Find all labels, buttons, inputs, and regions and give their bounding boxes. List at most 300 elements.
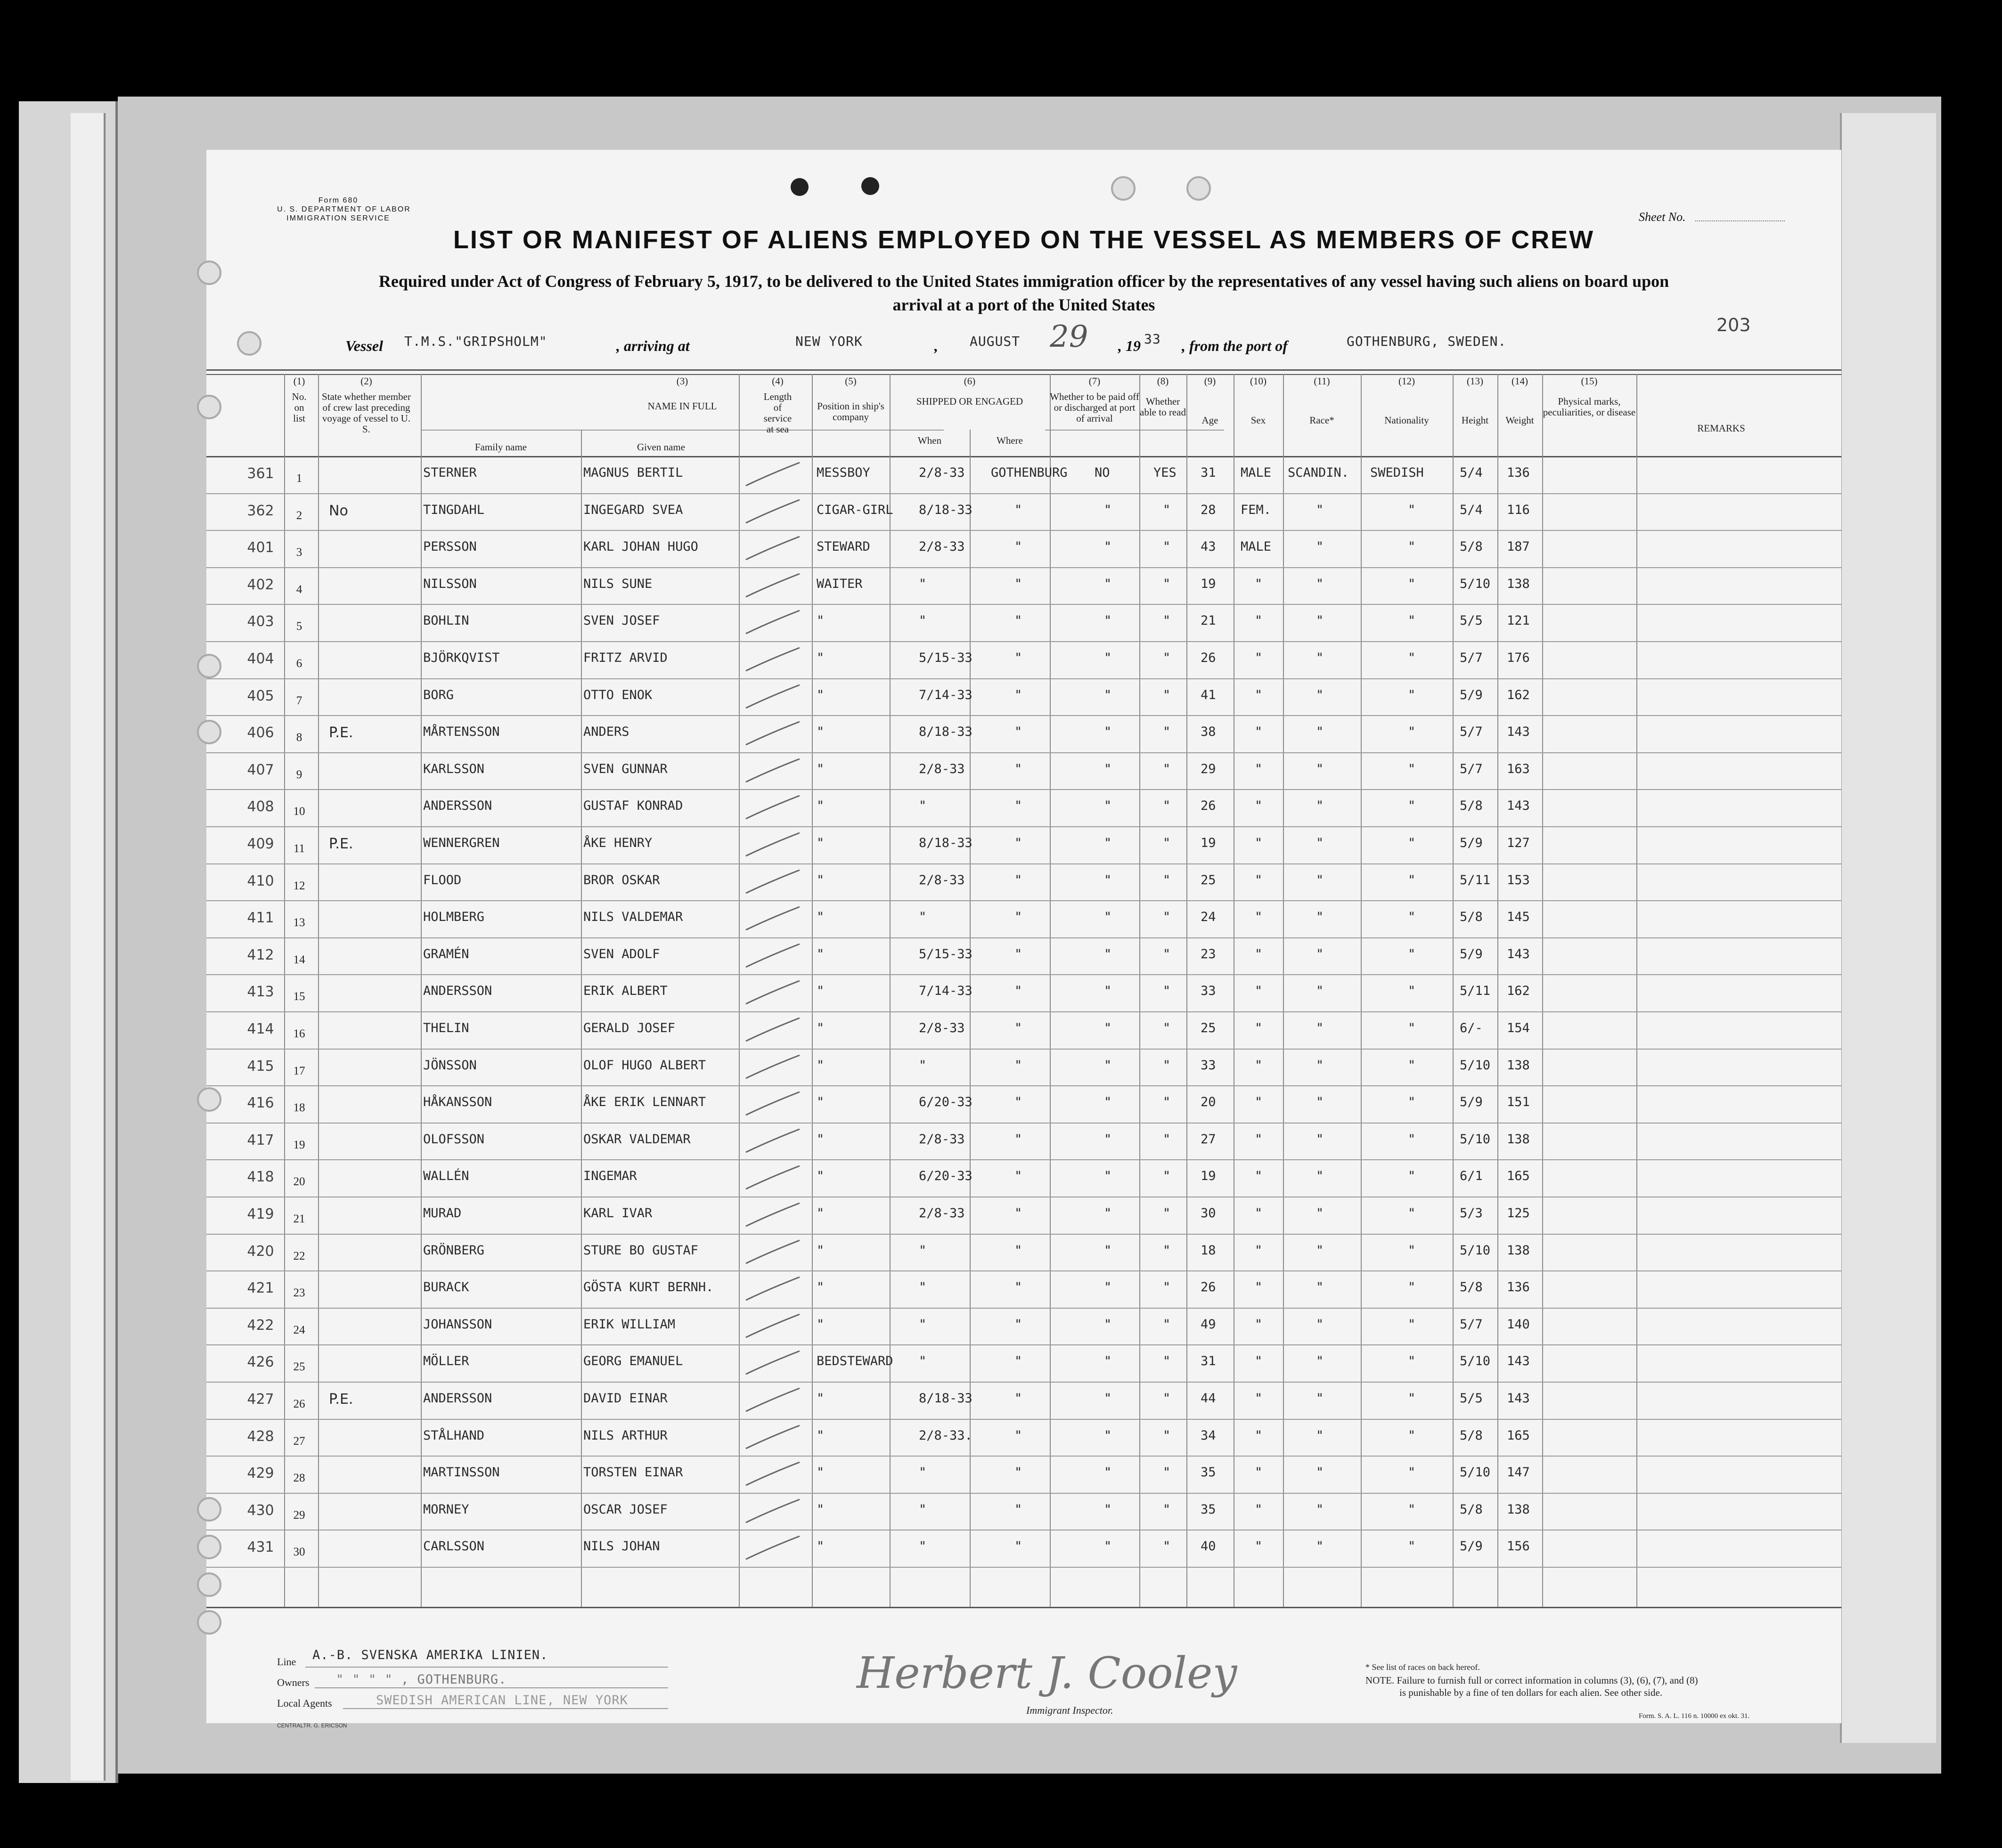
sex: ": [1255, 1206, 1263, 1221]
service-length-tick: [742, 1052, 803, 1081]
nationality: ": [1408, 1132, 1416, 1147]
sex: ": [1255, 798, 1263, 814]
nationality: ": [1408, 539, 1416, 554]
family-name: GRÖNBERG: [423, 1243, 485, 1258]
age: 20: [1201, 1095, 1216, 1110]
position: ": [817, 1095, 825, 1110]
shipped-when: 2/8-33: [919, 1206, 965, 1221]
form-number: Form 680: [318, 196, 359, 204]
height: 5/8: [1460, 539, 1483, 554]
height: 5/8: [1460, 1428, 1483, 1443]
age: 29: [1201, 761, 1216, 776]
race: ": [1316, 946, 1324, 961]
weight: 165: [1507, 1169, 1530, 1184]
sheet-line-number: 429: [247, 1465, 274, 1482]
service-length-tick: [742, 1163, 803, 1191]
shipped-when: ": [919, 1465, 927, 1480]
shipped-where: ": [1014, 539, 1022, 554]
sex: ": [1255, 1465, 1263, 1480]
able-to-read: ": [1163, 798, 1171, 814]
shipped-subheader-rule: [1045, 430, 1224, 431]
list-number: 2: [296, 509, 302, 522]
family-name: NILSSON: [423, 576, 477, 591]
paid-off: ": [1104, 910, 1112, 925]
service-length-tick: [742, 682, 803, 710]
sex: ": [1255, 687, 1263, 702]
shipped-where: ": [1014, 1391, 1022, 1406]
family-name: WENNERGREN: [423, 836, 500, 850]
service-length-tick: [742, 1311, 803, 1340]
service-length-tick: [742, 460, 803, 488]
shipped-when: ": [919, 1280, 927, 1295]
agents-rule: [343, 1708, 668, 1709]
family-name: ANDERSSON: [423, 1391, 492, 1406]
sheet-line-number: 430: [247, 1502, 274, 1519]
sheet-line-number: 404: [247, 651, 274, 667]
table-bottom-rule: [206, 1607, 1841, 1608]
sheet-line-number: 409: [247, 836, 274, 852]
sheet-line-number: 405: [247, 687, 274, 704]
height: 5/9: [1460, 946, 1483, 961]
height: 5/5: [1460, 1391, 1483, 1406]
nationality: ": [1408, 725, 1416, 740]
shipped-where: ": [1014, 1169, 1022, 1184]
family-name: MARTINSSON: [423, 1465, 500, 1480]
given-name: INGEGARD SVEA: [583, 502, 683, 517]
position: ": [817, 1169, 825, 1184]
sex: ": [1255, 1095, 1263, 1110]
race: ": [1316, 1428, 1324, 1443]
height: 5/11: [1460, 984, 1491, 999]
col12-header: (12) Nationality: [1384, 375, 1429, 426]
able-to-read: ": [1163, 725, 1171, 740]
inspector-signature: Herbert J. Cooley: [857, 1648, 1237, 1698]
shipped-where: ": [1014, 651, 1022, 665]
table-row: [206, 975, 1841, 1012]
race: ": [1316, 1391, 1324, 1406]
shipped-when: ": [919, 1058, 927, 1073]
list-number: 9: [296, 768, 302, 781]
paid-off: ": [1104, 761, 1112, 776]
age: 44: [1201, 1391, 1216, 1406]
table-row: [206, 1123, 1841, 1161]
nationality: ": [1408, 502, 1416, 517]
shipped-where: ": [1014, 1428, 1022, 1443]
family-name: THELIN: [423, 1021, 469, 1035]
given-name: GERALD JOSEF: [583, 1021, 676, 1035]
able-to-read: ": [1163, 539, 1171, 554]
shipped-when: 2/8-33.: [919, 1428, 972, 1443]
sheet-line-number: 402: [247, 576, 274, 593]
given-name: SVEN ADOLF: [583, 946, 660, 961]
given-name: NILS JOHAN: [583, 1539, 660, 1554]
able-to-read: ": [1163, 1058, 1171, 1073]
sex: ": [1255, 1391, 1263, 1406]
race: ": [1316, 1058, 1324, 1073]
nationality: SWEDISH: [1370, 465, 1424, 480]
position: ": [817, 872, 825, 887]
nationality: ": [1408, 1243, 1416, 1258]
position: ": [817, 1058, 825, 1073]
arrival-month: AUGUST: [970, 334, 1021, 349]
weight: 121: [1507, 613, 1530, 628]
sheet-line-number: 403: [247, 613, 274, 630]
given-name: GUSTAF KONRAD: [583, 798, 683, 814]
given-name: KARL JOHAN HUGO: [583, 539, 698, 554]
race: ": [1316, 872, 1324, 887]
owners-label: Owners: [277, 1677, 310, 1688]
where-header: Where: [997, 435, 1023, 446]
able-to-read: YES: [1153, 465, 1177, 480]
table-row: [206, 901, 1841, 938]
col7-header: (7) Whether to be paid off or discharged at port of arrival: [1050, 375, 1139, 424]
shipped-where: ": [1014, 761, 1022, 776]
shipped-where: ": [1014, 1058, 1022, 1073]
race: ": [1316, 910, 1324, 925]
nationality: ": [1408, 1280, 1416, 1295]
position: CIGAR-GIRL: [817, 502, 893, 517]
service-length-tick: [742, 645, 803, 673]
list-number: 27: [293, 1434, 305, 1448]
given-name: ERIK WILLIAM: [583, 1317, 676, 1332]
sheet-line-number: 412: [247, 946, 274, 963]
age: 43: [1201, 539, 1216, 554]
sheet-line-number: 408: [247, 798, 274, 815]
list-number: 11: [293, 842, 305, 855]
service-length-tick: [742, 1348, 803, 1376]
sheet-line-number: 410: [247, 872, 274, 889]
table-row: [206, 605, 1841, 642]
paid-off: ": [1104, 1021, 1112, 1035]
table-row: [206, 1050, 1841, 1087]
nationality: ": [1408, 1465, 1416, 1480]
shipped-when: 2/8-33: [919, 1132, 965, 1147]
nationality: ": [1408, 1539, 1416, 1554]
age: 19: [1201, 1169, 1216, 1184]
sex: ": [1255, 984, 1263, 999]
race: ": [1316, 984, 1324, 999]
table-row: [206, 1494, 1841, 1531]
table-row: [206, 1420, 1841, 1457]
given-name: GEORG EMANUEL: [583, 1354, 683, 1369]
sheet-line-number: 419: [247, 1206, 274, 1222]
age: 21: [1201, 613, 1216, 628]
height: 5/4: [1460, 502, 1483, 517]
paid-off: ": [1104, 984, 1112, 999]
list-number: 30: [293, 1546, 305, 1559]
able-to-read: ": [1163, 1391, 1171, 1406]
list-number: 25: [293, 1360, 305, 1374]
shipped-where: ": [1014, 687, 1022, 702]
sex: ": [1255, 613, 1263, 628]
shipped-where: ": [1014, 725, 1022, 740]
weight: 116: [1507, 502, 1530, 517]
service-length-tick: [742, 830, 803, 858]
able-to-read: ": [1163, 872, 1171, 887]
weight: 165: [1507, 1428, 1530, 1443]
nationality: ": [1408, 872, 1416, 887]
height: 5/9: [1460, 687, 1483, 702]
shipped-where: ": [1014, 1354, 1022, 1369]
table-row: [206, 938, 1841, 976]
weight: 138: [1507, 1058, 1530, 1073]
col2-header: (2) State whether member of crew last preceding voyage of vessel to U. S.: [322, 375, 411, 435]
shipped-when: 2/8-33: [919, 872, 965, 887]
family-name: STERNER: [423, 465, 477, 480]
height: 5/9: [1460, 1539, 1483, 1554]
sex: ": [1255, 1132, 1263, 1147]
race: ": [1316, 502, 1324, 517]
list-number: 10: [293, 805, 305, 818]
col9-header: (9) Age: [1201, 375, 1218, 426]
shipped-where: ": [1014, 1317, 1022, 1332]
sheet-line-number: 431: [247, 1539, 274, 1556]
list-number: 22: [293, 1249, 305, 1262]
sex: ": [1255, 1243, 1263, 1258]
service-length-tick: [742, 1237, 803, 1266]
given-name: ERIK ALBERT: [583, 984, 668, 999]
race: ": [1316, 576, 1324, 591]
age: 40: [1201, 1539, 1216, 1554]
age: 35: [1201, 1502, 1216, 1517]
col11-header: (11) Race*: [1309, 375, 1334, 426]
paid-off: ": [1104, 1132, 1112, 1147]
age: 23: [1201, 946, 1216, 961]
height: 5/3: [1460, 1206, 1483, 1221]
from-port-label: , from the port of: [1182, 337, 1288, 354]
sheet-line-number: 421: [247, 1280, 274, 1297]
height: 5/7: [1460, 761, 1483, 776]
sex: ": [1255, 946, 1263, 961]
owners-rule: [315, 1687, 668, 1688]
shipped-where: ": [1014, 1206, 1022, 1221]
weight: 136: [1507, 465, 1530, 480]
weight: 140: [1507, 1317, 1530, 1332]
sex: ": [1255, 651, 1263, 665]
service-length-tick: [742, 1385, 803, 1414]
position: ": [817, 761, 825, 776]
family-name: HÅKANSSON: [423, 1095, 492, 1110]
able-to-read: ": [1163, 651, 1171, 665]
position: ": [817, 687, 825, 702]
sex: ": [1255, 872, 1263, 887]
service-length-tick: [742, 941, 803, 969]
table-row: [206, 1086, 1841, 1123]
shipped-where: GOTHENBURG: [991, 465, 1068, 480]
table-row: [206, 1012, 1841, 1050]
table-row: [206, 1345, 1841, 1383]
paid-off: ": [1104, 725, 1112, 740]
family-name: KARLSSON: [423, 761, 485, 776]
paid-off: ": [1104, 1502, 1112, 1517]
sheet-line-number: 418: [247, 1169, 274, 1186]
sex: ": [1255, 1021, 1263, 1035]
table-row: [206, 1160, 1841, 1197]
subtitle-line-1: Required under Act of Congress of February 5, 1917, to be delivered to the United States immigration officer by the representatives of any vessel having such aliens on board upon: [378, 272, 1669, 291]
col5-header: (5) Position in ship's company: [817, 375, 884, 423]
able-to-read: ": [1163, 1428, 1171, 1443]
paid-off: ": [1104, 1465, 1112, 1480]
list-number: 3: [296, 546, 302, 559]
nationality: ": [1408, 1095, 1416, 1110]
shipped-where: ": [1014, 1539, 1022, 1554]
paid-off: ": [1104, 1539, 1112, 1554]
nationality: ": [1408, 984, 1416, 999]
age: 19: [1201, 576, 1216, 591]
shipped-when: ": [919, 576, 927, 591]
given-name: DAVID EINAR: [583, 1391, 668, 1406]
race: ": [1316, 1317, 1324, 1332]
shipped-where: ": [1014, 502, 1022, 517]
nationality: ": [1408, 1317, 1416, 1332]
age: 24: [1201, 910, 1216, 925]
table-row: [206, 1457, 1841, 1494]
race-note: * See list of races on back hereof.: [1365, 1662, 1480, 1672]
family-name: BJÖRKQVIST: [423, 651, 500, 665]
sex: ": [1255, 1354, 1263, 1369]
manifest-page: [206, 150, 1841, 1729]
race: ": [1316, 613, 1324, 628]
given-name: OSCAR JOSEF: [583, 1502, 668, 1517]
weight: 143: [1507, 725, 1530, 740]
weight: 127: [1507, 836, 1530, 850]
height: 5/10: [1460, 1354, 1491, 1369]
nationality: ": [1408, 798, 1416, 814]
age: 38: [1201, 725, 1216, 740]
position: ": [817, 798, 825, 814]
service-length-tick: [742, 1459, 803, 1488]
family-name: STÅLHAND: [423, 1428, 485, 1443]
position: ": [817, 725, 825, 740]
col3-header: (3) NAME IN FULL: [647, 375, 717, 412]
age: 31: [1201, 1354, 1216, 1369]
nationality: ": [1408, 761, 1416, 776]
sheet-line-number: 415: [247, 1058, 274, 1075]
race: ": [1316, 1095, 1324, 1110]
race: ": [1316, 1465, 1324, 1480]
able-to-read: ": [1163, 1354, 1171, 1369]
race: ": [1316, 539, 1324, 554]
list-number: 17: [293, 1064, 305, 1077]
table-row: [206, 790, 1841, 827]
nationality: ": [1408, 1169, 1416, 1184]
list-number: 1: [296, 472, 302, 485]
shipped-when: 2/8-33: [919, 761, 965, 776]
sex: ": [1255, 1428, 1263, 1443]
position: ": [817, 1428, 825, 1443]
weight: 163: [1507, 761, 1530, 776]
list-number: 8: [296, 731, 302, 744]
vessel-label: Vessel: [345, 337, 383, 354]
position: ": [817, 1502, 825, 1517]
given-name: ÅKE HENRY: [583, 836, 653, 850]
position: ": [817, 1391, 825, 1406]
sex: MALE: [1241, 539, 1272, 554]
service-length-tick: [742, 904, 803, 932]
service-length-tick: [742, 978, 803, 1006]
sheet-line-number: 414: [247, 1021, 274, 1037]
race: SCANDIN.: [1288, 465, 1349, 480]
able-to-read: ": [1163, 1243, 1171, 1258]
service-length-tick: [742, 719, 803, 747]
table-row: [206, 864, 1841, 902]
shipped-when: 5/15-33: [919, 946, 972, 961]
weight: 143: [1507, 946, 1530, 961]
height: 5/8: [1460, 1280, 1483, 1295]
given-name: SVEN JOSEF: [583, 613, 660, 628]
sex: ": [1255, 836, 1263, 850]
paid-off: ": [1104, 651, 1112, 665]
paid-off: ": [1104, 1095, 1112, 1110]
age: 34: [1201, 1428, 1216, 1443]
position: ": [817, 1206, 825, 1221]
race: ": [1316, 1354, 1324, 1369]
shipped-when: 8/18-33: [919, 1391, 972, 1406]
given-name: SVEN GUNNAR: [583, 761, 668, 776]
nationality: ": [1408, 836, 1416, 850]
height: 5/7: [1460, 651, 1483, 665]
family-name: JÖNSSON: [423, 1058, 477, 1073]
arriving-label: , arriving at: [616, 337, 690, 354]
family-name: PERSSON: [423, 539, 477, 554]
given-name: STURE BO GUSTAF: [583, 1243, 698, 1258]
service-length-tick: [742, 1533, 803, 1562]
paid-off: ": [1104, 1243, 1112, 1258]
paid-off: NO: [1095, 465, 1110, 480]
given-name: NILS ARTHUR: [583, 1428, 668, 1443]
paid-off: ": [1104, 1354, 1112, 1369]
service-length-tick: [742, 867, 803, 896]
able-to-read: ": [1163, 1169, 1171, 1184]
row-rule: [206, 1567, 1841, 1568]
col8-header: (8) Whether able to read: [1140, 375, 1186, 418]
height: 5/7: [1460, 725, 1483, 740]
nationality: ": [1408, 651, 1416, 665]
given-name: KARL IVAR: [583, 1206, 653, 1221]
sheet-line-number: 426: [247, 1354, 274, 1371]
nationality: ": [1408, 687, 1416, 702]
weight: 187: [1507, 539, 1530, 554]
service-length-tick: [742, 571, 803, 599]
height: 6/1: [1460, 1169, 1483, 1184]
given-name: MAGNUS BERTIL: [583, 465, 683, 480]
table-top-rule: [206, 369, 1841, 371]
position: ": [817, 1317, 825, 1332]
given-name: ÅKE ERIK LENNART: [583, 1095, 706, 1110]
arriving-port: NEW YORK: [795, 334, 863, 349]
weight: 145: [1507, 910, 1530, 925]
shipped-where: ": [1014, 1095, 1022, 1110]
age: 19: [1201, 836, 1216, 850]
able-to-read: ": [1163, 576, 1171, 591]
weight: 176: [1507, 651, 1530, 665]
sex: ": [1255, 1169, 1263, 1184]
family-name: HOLMBERG: [423, 910, 485, 925]
previous-voyage: No: [329, 502, 348, 519]
year-prefix: , 19: [1118, 337, 1141, 354]
height: 6/-: [1460, 1021, 1483, 1035]
height: 5/9: [1460, 836, 1483, 850]
service-length-tick: [742, 1089, 803, 1117]
table-row: [206, 1309, 1841, 1346]
table-row: [206, 827, 1841, 864]
shipped-when: 6/20-33: [919, 1169, 972, 1184]
given-name: OLOF HUGO ALBERT: [583, 1058, 706, 1073]
family-name: JOHANSSON: [423, 1317, 492, 1332]
page-stack-edge-inner: [71, 113, 106, 1781]
nationality: ": [1408, 1021, 1416, 1035]
shipped-where: ": [1014, 613, 1022, 628]
